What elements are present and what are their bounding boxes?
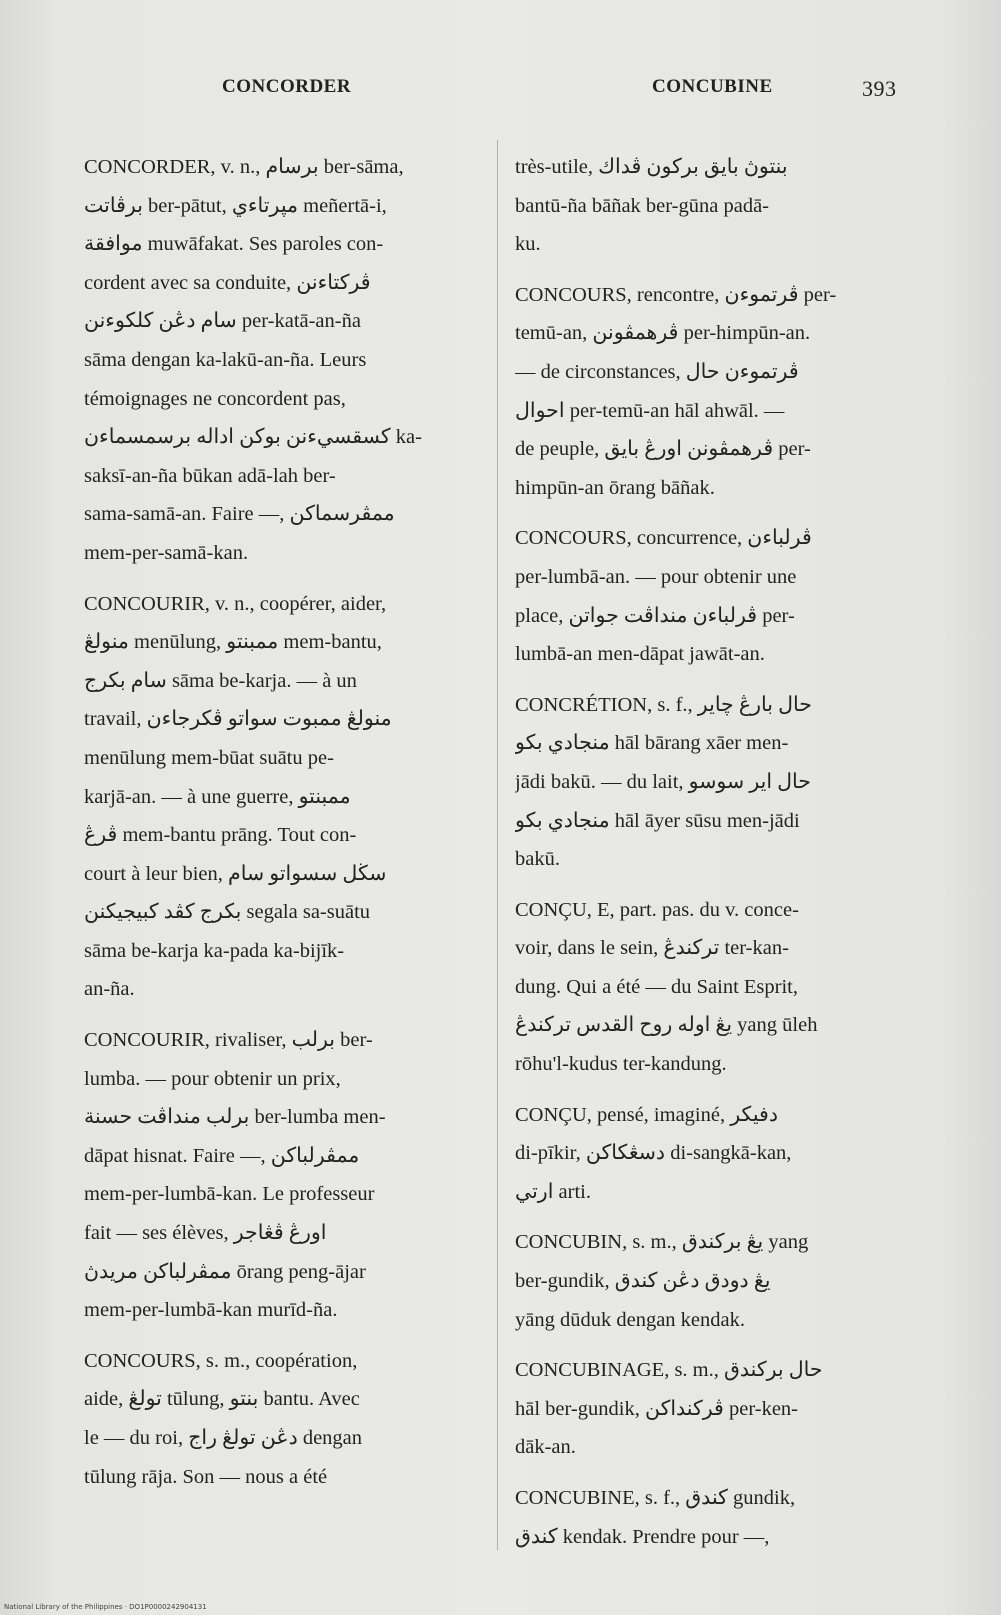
entry-line: lumba. — pour obtenir un prix,	[84, 1067, 341, 1090]
entry-line: court à leur bien, سڬل سسواتو سام	[84, 862, 387, 885]
entry-line: per-lumbā-an. — pour obtenir une	[515, 565, 797, 588]
entry-line: mem-per-lumbā-kan murīd-ña.	[84, 1299, 338, 1322]
entry-line: ڤرڠ mem-bantu prāng. Tout con-	[84, 824, 357, 847]
dictionary-entry	[84, 148, 480, 573]
entry-line: yāng dūduk dengan kendak.	[515, 1308, 745, 1331]
entry-line: ارتي arti.	[515, 1180, 591, 1203]
entry-line: rōhu'l-kudus ter-kandung.	[515, 1053, 727, 1076]
entry-line: موافقة muwāfakat. Ses paroles con-	[84, 233, 384, 256]
header-right-word: CONCUBINE	[652, 76, 773, 97]
entry-line: سام بكرج sāma be-karja. — à un	[84, 669, 357, 692]
entry-line: karjā-an. — à une guerre, ممبنتو	[84, 785, 351, 808]
dictionary-entry	[84, 1342, 480, 1496]
header-left-word: CONCORDER	[222, 76, 352, 97]
entry-line: CONCORDER, v. n., برسام ber-sāma,	[84, 156, 404, 178]
entry-line: CONCOURIR, rivaliser, برلب ber-	[84, 1029, 373, 1052]
dictionary-entry	[515, 1351, 907, 1467]
entry-line: ku.	[515, 233, 541, 256]
entry-line: aide, تولڠ tūlung, بنتو bantu. Avec	[84, 1388, 360, 1411]
entry-line: menūlung mem-būat suātu pe-	[84, 746, 334, 769]
entry-line: bakū.	[515, 848, 560, 871]
entry-line: بكرج كڤد كبيجيكنن segala sa-suātu	[84, 901, 371, 924]
entry-line: dāk-an.	[515, 1436, 576, 1459]
entry-line: — de circonstances, ڤرتموءن حال	[515, 360, 799, 383]
entry-line: très-utile, بنتوڽ بايق بركون ڤداك	[515, 156, 788, 178]
entry-line: منجادي بكو hāl bārang xāer men-	[515, 732, 789, 755]
entry-line: dāpat hisnat. Faire —, ممڤرلباكن	[84, 1144, 360, 1167]
left-column	[84, 148, 480, 1508]
entry-line: de peuple, ڤرهمڤونن اورڠ بايق per-	[515, 438, 811, 461]
dictionary-entry	[515, 1096, 907, 1212]
entry-line: كسقسيءنن بوكن اداله برسمسماءن ka-	[84, 426, 422, 449]
entry-line: CONCOURIR, v. n., coopérer, aider,	[84, 592, 387, 615]
entry-line: tūlung rāja. Son — nous a été	[84, 1465, 328, 1488]
entry-line: hāl ber-gundik, ڤركنداكن per-ken-	[515, 1397, 799, 1420]
dictionary-entry	[84, 585, 480, 1010]
entry-line: cordent avec sa conduite, ڤركتاءنن	[84, 271, 371, 294]
entry-line: an-ña.	[84, 978, 135, 1001]
entry-line: CONCUBIN, s. m., يڠ بركندق yang	[515, 1231, 809, 1254]
entry-line: sama-samā-an. Faire —, ممڤرسماكن	[84, 503, 395, 526]
entry-line: place, ڤرلباءن منداڤت جواتن per-	[515, 604, 795, 627]
entry-line: برلب منداڤت حسنة ber-lumba men-	[84, 1106, 386, 1129]
entry-line: CONCOURS, s. m., coopération,	[84, 1349, 358, 1372]
entry-line: voir, dans le sein, تركندڠ ter-kan-	[515, 937, 789, 960]
entry-line: برڤاتت ber-pātut, مپرتاءي meñertā-i,	[84, 194, 387, 217]
entry-line: CONCRÉTION, s. f., حال بارڠ چاير	[515, 693, 812, 716]
entry-line: témoignages ne concordent pas,	[84, 387, 346, 410]
entry-line: temū-an, ڤرهمڤونن per-himpūn-an.	[515, 322, 811, 345]
entry-line: ber-gundik, يڠ دودق دڠن كندق	[515, 1270, 771, 1293]
dictionary-entry	[515, 1223, 907, 1339]
entry-line: saksī-an-ña būkan adā-lah ber-	[84, 464, 336, 487]
dictionary-entry	[515, 1479, 907, 1556]
dictionary-entry	[515, 148, 907, 264]
column-divider	[497, 140, 498, 1550]
entry-line: sāma be-karja ka-pada ka-bijīk-	[84, 939, 345, 962]
entry-line: منجادي بكو hāl āyer sūsu men-jādi	[515, 809, 800, 832]
entry-line: travail, منولڠ ممبوت سواتو ڤكرجاءن	[84, 708, 392, 731]
entry-line: le — du roi, دڠن تولڠ راج dengan	[84, 1427, 363, 1449]
scan-footer: National Library of the Philippines · DO1P0000242904131	[4, 1603, 207, 1611]
entry-line: sāma dengan ka-lakū-an-ña. Leurs	[84, 348, 367, 371]
right-column	[515, 148, 907, 1568]
entry-line: CONCUBINE, s. f., كندق gundik,	[515, 1487, 796, 1509]
dictionary-entry	[515, 891, 907, 1084]
entry-line: bantū-ña bāñak ber-gūna padā-	[515, 194, 770, 217]
entry-line: mem-per-lumbā-kan. Le professeur	[84, 1183, 375, 1206]
entry-line: سام دڠن كلكوءنن per-katā-an-ña	[84, 310, 361, 333]
entry-line: كندق kendak. Prendre pour —,	[515, 1525, 770, 1548]
entry-line: himpūn-an ōrang bāñak.	[515, 476, 715, 499]
entry-line: احوال per-temū-an hāl ahwāl. —	[515, 399, 785, 422]
entry-line: CONCOURS, rencontre, ڤرتموءن per-	[515, 283, 837, 306]
entry-line: fait — ses élèves, اورڠ ڤڠاجر	[84, 1222, 327, 1245]
entry-line: di-pīkir, دسڠكاكن di-sangkā-kan,	[515, 1142, 792, 1165]
running-header	[0, 76, 1001, 106]
entry-line: jādi bakū. — du lait, حال اير سوسو	[515, 770, 811, 793]
entry-line: mem-per-samā-kan.	[84, 541, 249, 564]
dictionary-entry	[515, 276, 907, 508]
page-number: 393	[862, 76, 897, 101]
dictionary-entry	[515, 686, 907, 879]
entry-line: ممڤرلباكن مريدڽ ōrang peng-ājar	[84, 1260, 366, 1283]
dictionary-entry	[515, 519, 907, 673]
entry-line: يڠ اوله روح القدس تركندڠ yang ūleh	[515, 1014, 818, 1037]
entry-line: CONCOURS, concurrence, ڤرلباءن	[515, 527, 812, 550]
dictionary-entry	[84, 1021, 480, 1330]
entry-line: dung. Qui a été — du Saint Esprit,	[515, 975, 798, 998]
entry-line: CONCUBINAGE, s. m., حال بركندق	[515, 1359, 823, 1382]
entry-line: CONÇU, pensé, imaginé, دفيكر	[515, 1103, 778, 1126]
entry-line: CONÇU, E, part. pas. du v. conce-	[515, 898, 799, 921]
entry-line: منولڠ menūlung, ممبنتو mem-bantu,	[84, 631, 382, 654]
entry-line: lumbā-an men-dāpat jawāt-an.	[515, 643, 765, 666]
